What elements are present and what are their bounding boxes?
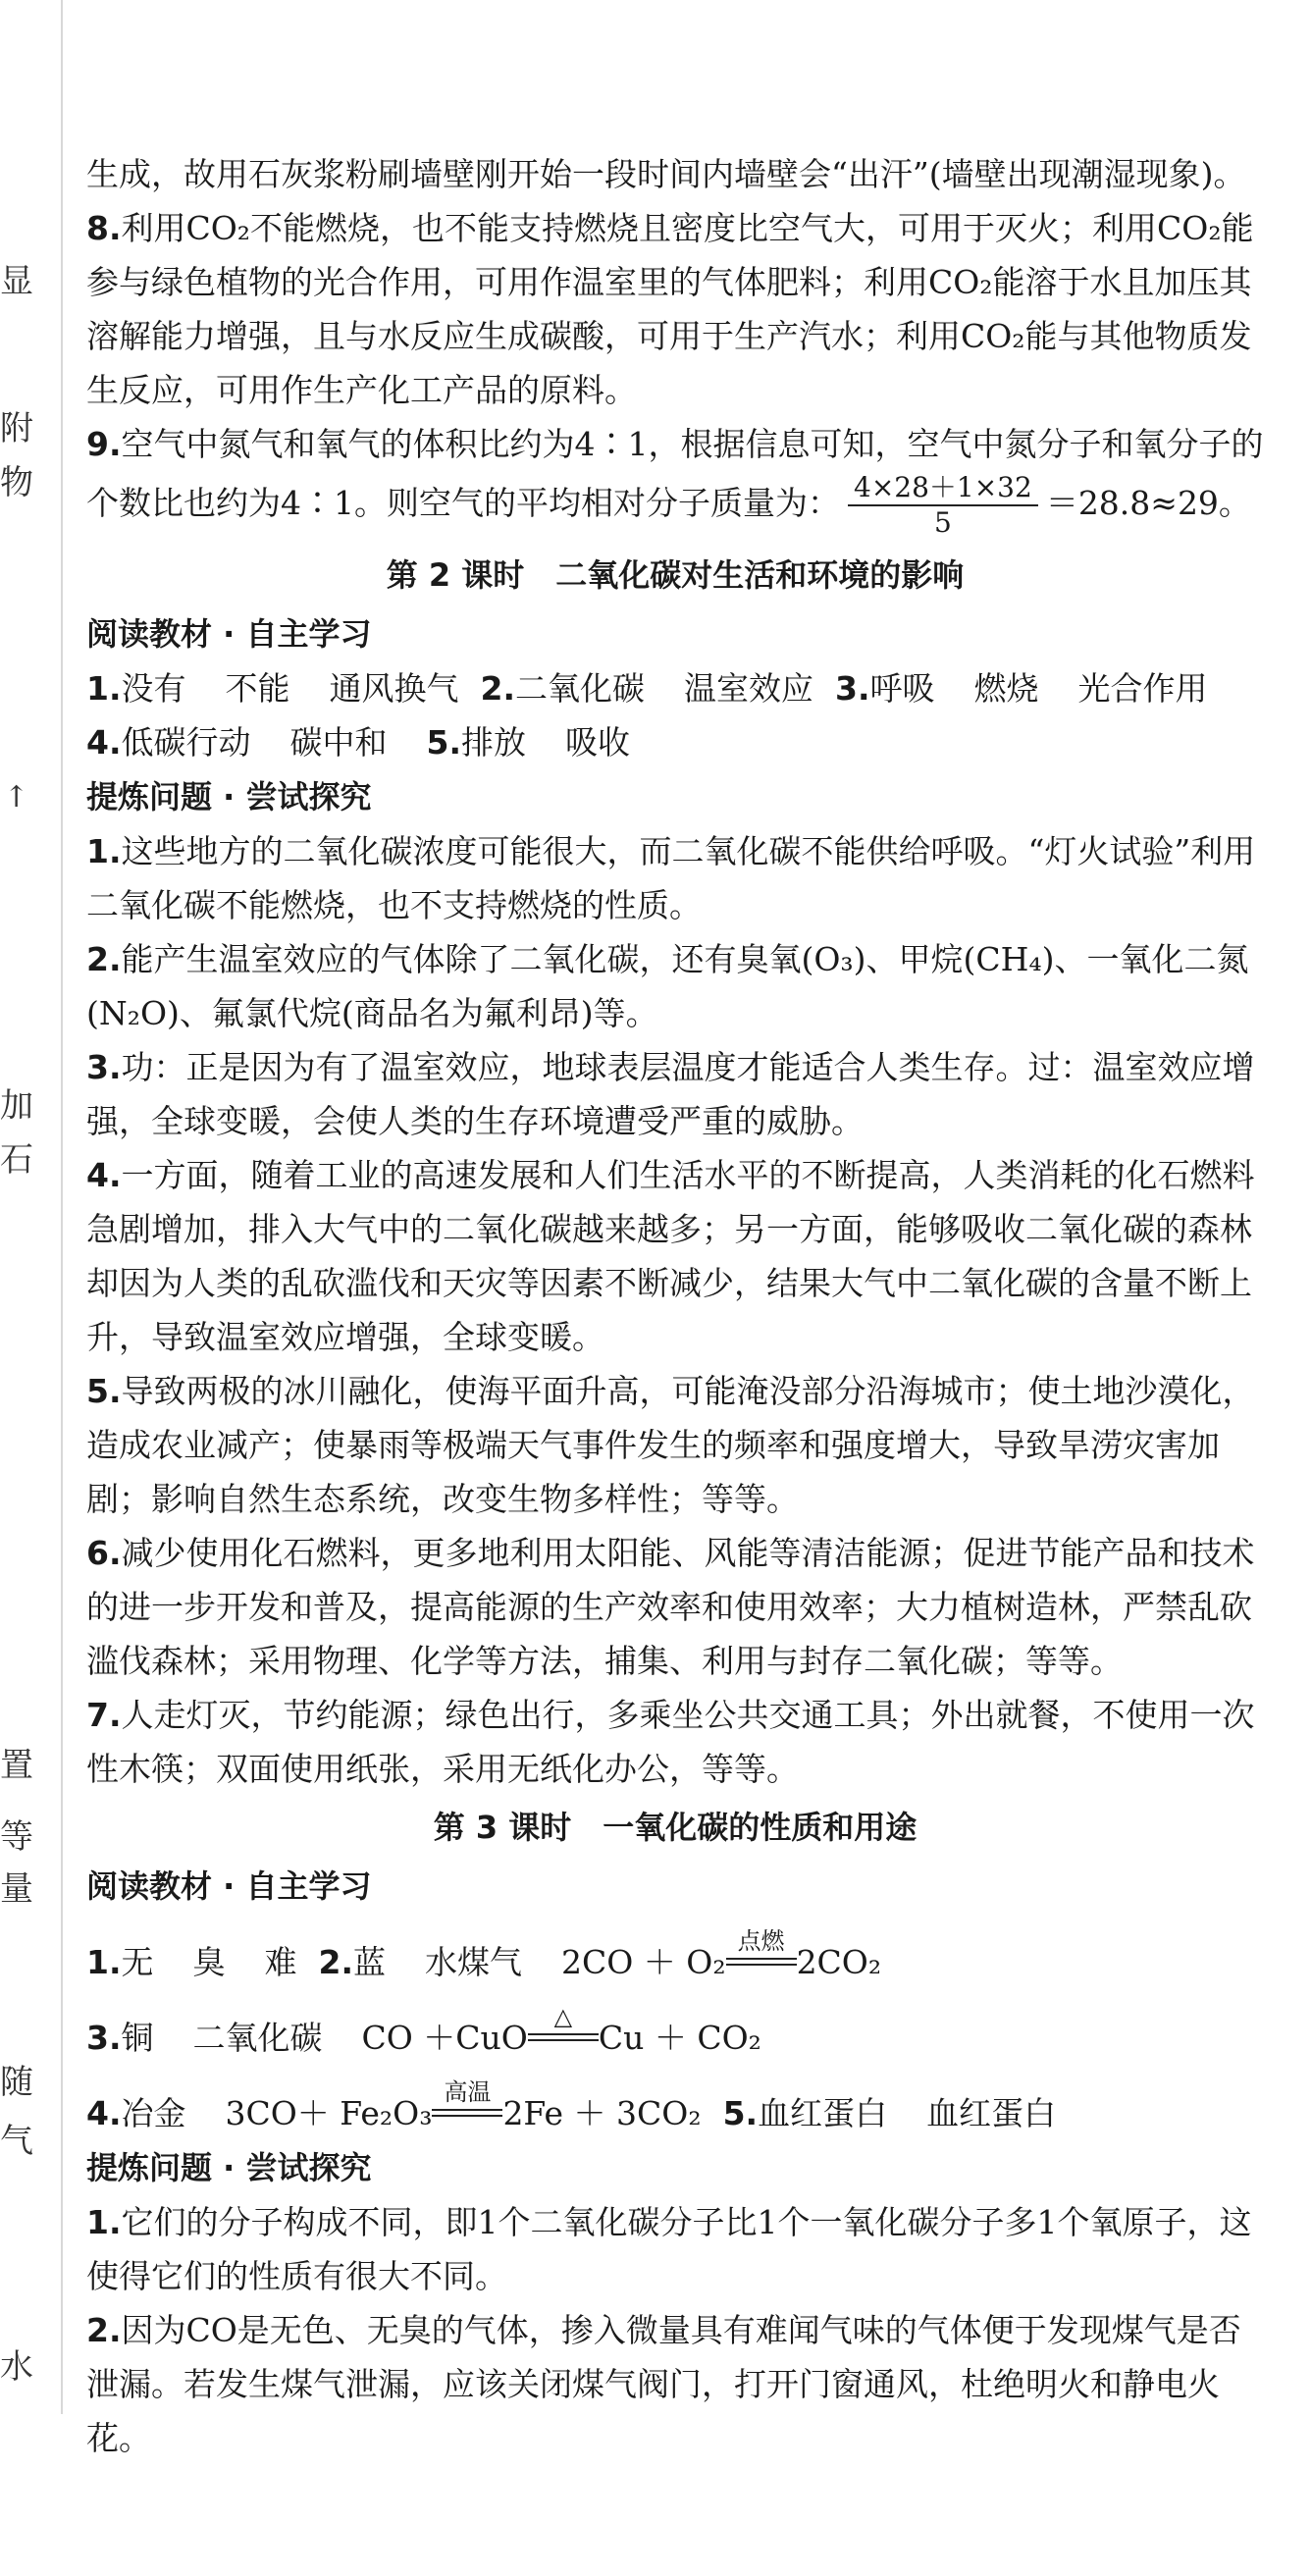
answer-word: 难	[264, 1943, 297, 1981]
margin-char: 附	[0, 409, 33, 448]
answer-number: 1.	[86, 832, 122, 870]
answer-word: 光合作用	[1077, 669, 1208, 708]
answer-word: 无	[121, 1943, 154, 1981]
answer-text: 因为CO是无色、无臭的气体，掺入微量具有难闻气味的气体便于发现煤气是否泄漏。若发生煤气泄漏，应该关闭煤气阀门，打开门窗通风，杜绝明火和静电火花。	[86, 2311, 1241, 2457]
item-number: 1.	[86, 1943, 122, 1981]
condition-label: 高温	[444, 2078, 492, 2106]
answer-page	[86, 147, 1264, 2465]
fraction-denominator: 5	[933, 506, 952, 539]
answer-text: 能产生温室效应的气体除了二氧化碳，还有臭氧(O₃)、甲烷(CH₄)、一氧化二氮(N₂O)、氟氯代烷(商品名为氟利昂)等。	[86, 940, 1249, 1032]
answer-word: 通风换气	[329, 669, 459, 708]
answer-word: 水煤气	[425, 1943, 522, 1981]
answer-word: 不能	[225, 669, 290, 708]
reaction-condition	[528, 2003, 599, 2049]
fraction-result: ＝28.8≈29。	[1045, 484, 1251, 522]
gutter-line	[61, 0, 63, 2414]
margin-char: 随	[0, 2063, 33, 2102]
item-number: 3.	[86, 2019, 122, 2057]
reaction-condition	[726, 1927, 797, 1973]
margin-char: 显	[0, 262, 33, 301]
paragraph-continued: 生成，故用石灰浆粉刷墙壁刚开始一段时间内墙壁会“出汗”(墙壁出现潮湿现象)。	[86, 155, 1246, 193]
section-read-heading: 阅读教材 · 自主学习	[86, 615, 372, 653]
answer-item	[86, 2303, 1264, 2465]
section-explore-heading: 提炼问题 · 尝试探究	[86, 2149, 372, 2186]
answer-number: 2.	[86, 2311, 122, 2349]
answer-word: 吸收	[565, 723, 630, 762]
condition-label: △	[553, 2003, 573, 2030]
l3-read-row-2	[86, 2003, 1264, 2065]
answer-number: 6.	[86, 1534, 122, 1572]
answer-number: 5.	[86, 1372, 122, 1410]
condition-label: 点燃	[737, 1927, 785, 1955]
up-arrow-icon: ↑	[4, 780, 29, 815]
answer-text: 功：正是因为有了温室效应，地球表层温度才能适合人类生存。过：温室效应增强，全球变暖，会使人类的生存环境遭受严重的威胁。	[86, 1048, 1255, 1140]
answer-word: 冶金	[121, 2094, 186, 2132]
l2-read-row-2	[86, 715, 1264, 769]
section-explore-heading: 提炼问题 · 尝试探究	[86, 778, 372, 815]
equation-products: 2Fe ＋ 3CO₂	[502, 2094, 702, 2132]
answer-text: 导致两极的冰川融化，使海平面升高，可能淹没部分沿海城市；使土地沙漠化，造成农业减产；使暴雨等极端天气事件发生的频率和强度增大，导致旱涝灾害加剧；影响自然生态系统，改变生物多样性；等等。	[86, 1372, 1255, 1518]
answer-word: 呼吸	[869, 669, 935, 708]
answer-text: 空气中氮气和氧气的体积比约为4∶1，根据信息可知，空气中氮分子和氧分子的个数比也约为4∶1。则空气的平均相对分子质量为：	[86, 425, 1264, 522]
margin-char: 物	[0, 463, 33, 502]
answer-word: 铜	[121, 2019, 154, 2057]
item-number: 3.	[835, 669, 870, 708]
fraction	[848, 471, 1038, 540]
answer-text: 人走灯灭，节约能源；绿色出行，多乘坐公共交通工具；外出就餐，不使用一次性木筷；双面使用纸张，采用无纸化办公，等等。	[86, 1696, 1255, 1788]
l3-read-row-3	[86, 2078, 1264, 2140]
answer-word: 血红蛋白	[926, 2094, 1057, 2132]
answer-item	[86, 932, 1264, 1040]
item-number: 4.	[86, 723, 122, 762]
answer-number: 8.	[86, 209, 122, 247]
answer-word: 臭	[192, 1943, 226, 1981]
item-number: 1.	[86, 669, 122, 708]
equals-sign	[528, 2033, 599, 2041]
item-number: 5.	[426, 723, 461, 762]
fraction-numerator: 4×28＋1×32	[848, 471, 1038, 506]
answer-item	[86, 824, 1264, 932]
equation-reactants: 2CO ＋ O₂	[561, 1943, 726, 1981]
answer-word: 血红蛋白	[758, 2094, 888, 2132]
margin-char: 水	[0, 2347, 33, 2387]
item-number: 2.	[480, 669, 515, 708]
answer-word: 没有	[121, 669, 186, 708]
answer-item	[86, 1688, 1264, 1796]
lesson-3-title: 第 3 课时 一氧化碳的性质和用途	[433, 1809, 918, 1846]
margin-char: 气	[0, 2122, 33, 2161]
answer-word: 二氧化碳	[192, 2019, 323, 2057]
section-read-heading: 阅读教材 · 自主学习	[86, 1867, 372, 1905]
equation-reactants: CO ＋CuO	[361, 2019, 528, 2057]
answer-number: 7.	[86, 1696, 122, 1734]
reaction-condition	[432, 2078, 502, 2125]
margin-char: 置	[0, 1746, 33, 1785]
equals-sign	[432, 2109, 502, 2117]
equation-products: 2CO₂	[796, 1943, 882, 1981]
equation-products: Cu ＋ CO₂	[598, 2019, 761, 2057]
answer-item	[86, 1040, 1264, 1148]
margin-char: 量	[0, 1869, 33, 1909]
margin-char: 加	[0, 1086, 33, 1126]
lesson-2-title: 第 2 课时 二氧化碳对生活和环境的影响	[386, 556, 965, 594]
answer-word: 二氧化碳	[515, 669, 645, 708]
answer-number: 4.	[86, 1156, 122, 1194]
item-number: 5.	[722, 2094, 759, 2132]
answer-item	[86, 1148, 1264, 1364]
answer-word: 温室效应	[684, 669, 813, 708]
answer-8	[86, 201, 1264, 417]
answer-number: 3.	[86, 1048, 122, 1086]
answer-item	[86, 1364, 1264, 1526]
answer-word: 燃烧	[973, 669, 1039, 708]
item-number: 4.	[86, 2094, 122, 2132]
answer-text: 它们的分子构成不同，即1个二氧化碳分子比1个一氧化碳分子多1个氧原子，这使得它们的性质有很大不同。	[86, 2203, 1252, 2295]
answer-number: 9.	[86, 425, 122, 463]
answer-text: 这些地方的二氧化碳浓度可能很大，而二氧化碳不能供给呼吸。“灯火试验”利用二氧化碳不能燃烧，也不支持燃烧的性质。	[86, 832, 1256, 924]
answer-text: 利用CO₂不能燃烧，也不能支持燃烧且密度比空气大，可用于灭火；利用CO₂能参与绿色植物的光合作用，可用作温室里的气体肥料；利用CO₂能溶于水且加压其溶解能力增强，且与水反应生成碳酸，可用于生产汽水；利用CO₂能与其他物质发生反应，可用作生产化工产品的原料。	[86, 209, 1254, 409]
answer-number: 1.	[86, 2203, 122, 2241]
answer-item	[86, 1526, 1264, 1688]
answer-word: 蓝	[353, 1943, 386, 1981]
answer-text: 一方面，随着工业的高速发展和人们生活水平的不断提高，人类消耗的化石燃料急剧增加，排入大气中的二氧化碳越来越多；另一方面，能够吸收二氧化碳的森林却因为人类的乱砍滥伐和天灾等因素不断减少，结果大气中二氧化碳的含量不断上升，导致温室效应增强，全球变暖。	[86, 1156, 1255, 1356]
equals-sign	[726, 1958, 797, 1966]
answer-word: 排放	[461, 723, 526, 762]
l2-read-row-1	[86, 661, 1264, 715]
margin-char: 等	[0, 1817, 33, 1857]
equation-reactants: 3CO＋ Fe₂O₃	[225, 2094, 433, 2132]
answer-text: 减少使用化石燃料，更多地利用太阳能、风能等清洁能源；促进节能产品和技术的进一步开发和普及，提高能源的生产效率和使用效率；大力植树造林，严禁乱砍滥伐森林；采用物理、化学等方法，捕集、利用与封存二氧化碳；等等。	[86, 1534, 1255, 1680]
answer-word: 碳中和	[289, 723, 388, 762]
answer-item	[86, 2195, 1264, 2303]
answer-number: 2.	[86, 940, 122, 978]
item-number: 2.	[318, 1943, 353, 1981]
margin-char: 石	[0, 1140, 33, 1180]
l3-read-row-1	[86, 1927, 1264, 1989]
answer-word: 低碳行动	[121, 723, 251, 762]
answer-9	[86, 417, 1264, 540]
